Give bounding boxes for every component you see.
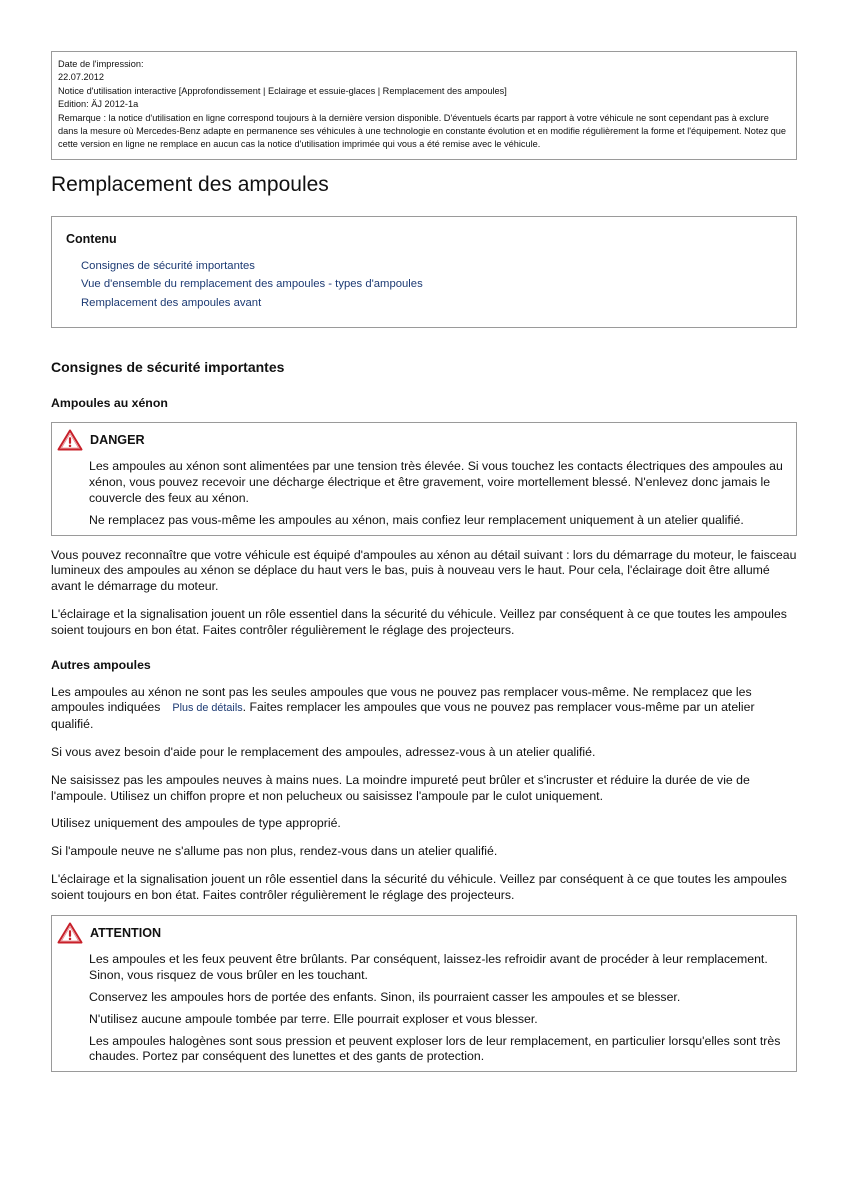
table-of-contents <box>51 216 797 329</box>
body-paragraph-with-link <box>51 685 797 733</box>
danger-paragraph: Les ampoules au xénon sont alimentées par une tension très élevée. Si vous touchez les contacts électriques des ampoules au xénon, vous pouvez recevoir une décharge électrique et être gravement, voire mortellement blessé. N'enlevez donc jamais le couvercle des feux au xénon. <box>89 459 783 505</box>
paragraph-text: . Faites remplacer les ampoules que vous ne pouvez pas remplacer vous-même par un atelier qualifié. <box>51 700 755 732</box>
attention-body <box>89 952 786 1065</box>
danger-body <box>89 459 786 528</box>
attention-header <box>57 922 786 944</box>
more-details-link[interactable]: Plus de détails <box>172 702 243 715</box>
page-title: Remplacement des ampoules <box>51 172 329 196</box>
body-paragraph: Ne saisissez pas les ampoules neuves à mains nues. La moindre impureté peut brûler et s'incruster et réduire la durée de vie de l'ampoule. Utilisez un chiffon propre et non pelucheux ou saisissez l'ampoule par le culot uniquement. <box>51 772 750 803</box>
attention-paragraph: Les ampoules et les feux peuvent être brûlants. Par conséquent, laissez-les refroidir avant de procéder à leur remplacement. Sinon, vous risquez de vous brûler en les touchant. <box>89 952 768 983</box>
print-date-label: Date de l'impression: <box>58 59 144 69</box>
remark: Remarque : la notice d'utilisation en ligne correspond toujours à la dernière version disponible. D'éventuels écarts par rapport à votre véhicule ne sont cependant pas à exclure dans la mesure où Mercedes-Benz adapte en permanence ses véhicules à une technologie en constante évolution et en modifie régulièrement la forme et l'équipement. Notez que cette version en ligne ne remplace en aucun cas la notice d'utilisation imprimée qui vous a été remise avec le véhicule. <box>58 112 787 150</box>
breadcrumb: Notice d'utilisation interactive [Approfondissement | Eclairage et essuie-glaces | Remplacement des ampoules] <box>58 85 507 96</box>
body-paragraph: Si l'ampoule neuve ne s'allume pas non plus, rendez-vous dans un atelier qualifié. <box>51 844 498 859</box>
body-paragraph: Vous pouvez reconnaître que votre véhicule est équipé d'ampoules au xénon au détail suivant : lors du démarrage du moteur, le faisceau lumineux des ampoules au xénon se déplace du haut vers le bas, puis à nouveau vers le haut. Pour cela, l'éclairage doit être allumé avant le démarrage du moteur. <box>51 547 797 594</box>
subheading-xenon: Ampoules au xénon <box>51 396 168 411</box>
toc-link-front-bulbs[interactable]: Remplacement des ampoules avant <box>81 296 262 309</box>
attention-title: ATTENTION <box>90 926 162 941</box>
danger-header <box>57 429 786 451</box>
attention-paragraph: Les ampoules halogènes sont sous pression et peuvent exploser lors de leur remplacement, en particulier lorsqu'elles sont très chaudes. Portez par conséquent des lunettes et des gants de protection. <box>89 1033 781 1064</box>
body-paragraph: Si vous avez besoin d'aide pour le remplacement des ampoules, adressez-vous à un atelier qualifié. <box>51 744 596 759</box>
section-heading: Consignes de sécurité importantes <box>51 359 285 376</box>
toc-link-safety[interactable]: Consignes de sécurité importantes <box>81 259 255 272</box>
body-paragraph: Utilisez uniquement des ampoules de type approprié. <box>51 816 341 831</box>
warning-triangle-icon <box>57 429 83 451</box>
subheading-other-bulbs: Autres ampoules <box>51 657 151 672</box>
attention-paragraph: N'utilisez aucune ampoule tombée par terre. Elle pourrait exploser et vous blesser. <box>89 1011 538 1026</box>
print-info-box <box>51 51 797 160</box>
danger-title: DANGER <box>90 433 145 448</box>
toc-link-overview[interactable]: Vue d'ensemble du remplacement des ampoules - types d'ampoules <box>81 278 423 291</box>
body-paragraph: L'éclairage et la signalisation jouent un rôle essentiel dans la sécurité du véhicule. Veillez par conséquent à ce que toutes les ampoules soient toujours en bon état. Faites contrôler régulièrement le réglage des projecteurs. <box>51 606 787 637</box>
edition: Edition: ÄJ 2012-1a <box>58 99 139 110</box>
danger-paragraph: Ne remplacez pas vous-même les ampoules au xénon, mais confiez leur remplacement uniquement à un atelier qualifié. <box>89 512 744 527</box>
paragraph-text: Les ampoules au xénon ne sont pas les seules ampoules que vous ne pouvez pas remplacer vous-même. Ne remplacez que les ampoules indiquées <box>51 684 752 715</box>
attention-paragraph: Conservez les ampoules hors de portée des enfants. Sinon, ils pourraient casser les ampoules et se blesser. <box>89 990 681 1005</box>
attention-box <box>51 915 797 1072</box>
danger-box <box>51 422 797 535</box>
print-date: 22.07.2012 <box>58 72 104 83</box>
document-page <box>51 51 797 1072</box>
toc-title: Contenu <box>66 231 117 246</box>
body-paragraph: L'éclairage et la signalisation jouent un rôle essentiel dans la sécurité du véhicule. Veillez par conséquent à ce que toutes les ampoules soient toujours en bon état. Faites contrôler régulièrement le réglage des projecteurs. <box>51 871 787 902</box>
warning-triangle-icon <box>57 922 83 944</box>
